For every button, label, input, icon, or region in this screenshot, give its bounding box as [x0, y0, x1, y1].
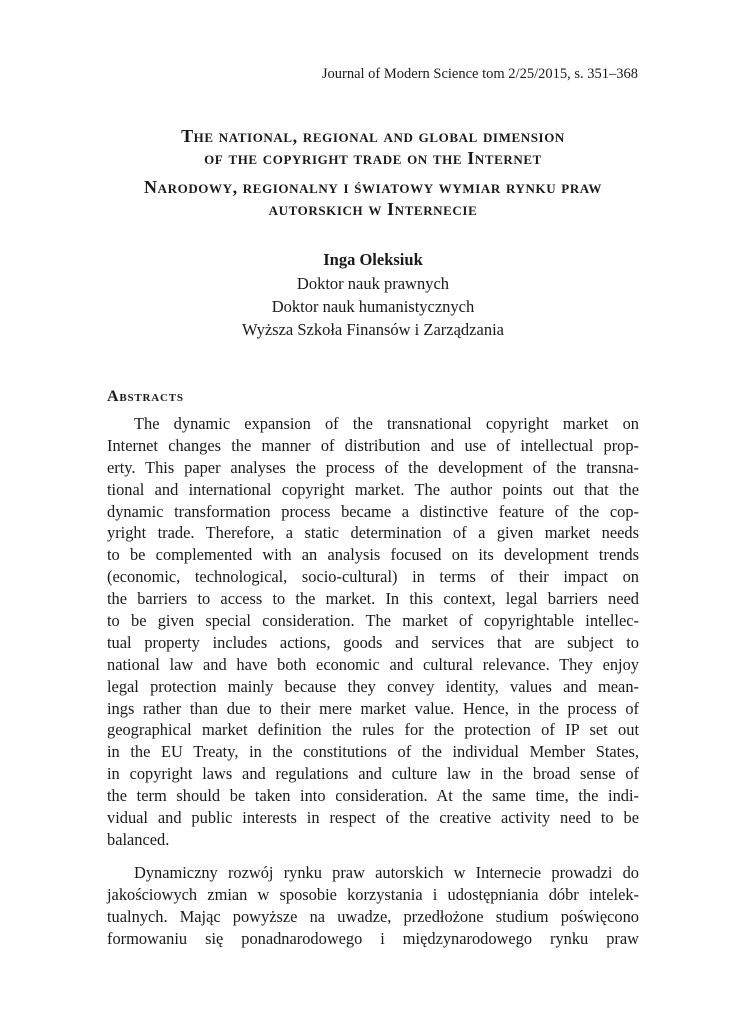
- abstract-line: the term should be taken into consideration. At the same time, the indi-: [107, 786, 639, 806]
- title-polish-line: autorskich w Internecie: [268, 199, 478, 219]
- title-polish: [107, 176, 639, 220]
- abstract-line: The dynamic expansion of the transnational copyright market on: [134, 414, 639, 433]
- abstract-line: (economic, technological, socio-cultural) in terms of their impact on: [107, 567, 639, 587]
- abstract-line: to be complemented with an analysis focused on its development trends: [107, 545, 639, 565]
- author-affiliation: Wyższa Szkoła Finansów i Zarządzania: [242, 320, 504, 339]
- abstract-line: tualnych. Mając powyższe na uwadze, przedłożone studium poświęcono: [107, 906, 639, 926]
- abstract-line: vidual and public interests in respect of the creative activity need to be: [107, 808, 639, 828]
- abstract-line: the barriers to access to the market. In this context, legal barriers need: [107, 589, 639, 609]
- title-english-line: The national, regional and global dimension: [181, 126, 565, 146]
- abstract-line: geographical market definition the rules for the protection of IP set out: [107, 720, 639, 740]
- abstract-line: jakościowych zmian w sposobie korzystania i udostępniania dóbr intelek-: [107, 884, 639, 904]
- author-affiliation: Doktor nauk humanistycznych: [271, 297, 475, 316]
- abstract-line: tual property includes actions, goods and services that are subject to: [107, 632, 639, 652]
- abstract-polish: [107, 862, 639, 950]
- running-head: Journal of Modern Science tom 2/25/2015, s. 351–368: [321, 66, 638, 82]
- author-name: Inga Oleksiuk: [323, 250, 423, 269]
- abstract-line: balanced.: [107, 829, 170, 849]
- abstract-line: yright trade. Therefore, a static determination of a given market needs: [107, 523, 639, 543]
- abstract-line: tional and international copyright market. The author points out that the: [107, 479, 639, 499]
- abstract-english: [107, 413, 639, 851]
- abstract-line: national law and have both economic and cultural relevance. They enjoy: [107, 654, 639, 674]
- abstract-line: to be given special consideration. The market of copyrightable intellec-: [107, 611, 639, 631]
- author-affiliation: Doktor nauk prawnych: [296, 274, 450, 293]
- abstract-line: in copyright laws and regulations and culture law in the broad sense of: [107, 764, 639, 784]
- abstract-line: formowaniu się ponadnarodowego i międzynarodowego rynku praw: [107, 928, 639, 948]
- abstract-line: erty. This paper analyses the process of the development of the transna-: [107, 457, 639, 477]
- title-english: [107, 125, 639, 169]
- abstract-line: Dynamiczny rozwój rynku praw autorskich w Internecie prowadzi do: [134, 863, 639, 882]
- abstract-line: dynamic transformation process became a distinctive feature of the cop-: [107, 501, 639, 521]
- author-block: [107, 248, 639, 341]
- abstract-line: in the EU Treaty, in the constitutions of the individual Member States,: [107, 742, 639, 762]
- abstracts-heading: Abstracts: [107, 388, 184, 405]
- title-english-line: of the copyright trade on the Internet: [204, 148, 542, 168]
- abstract-line: legal protection mainly because they convey identity, values and mean-: [107, 676, 639, 696]
- abstract-line: Internet changes the manner of distribution and use of intellectual prop-: [107, 435, 639, 455]
- abstract-line: ings rather than due to their mere market value. Hence, in the process of: [107, 698, 639, 718]
- title-polish-line: Narodowy, regionalny i światowy wymiar rynku praw: [144, 177, 602, 197]
